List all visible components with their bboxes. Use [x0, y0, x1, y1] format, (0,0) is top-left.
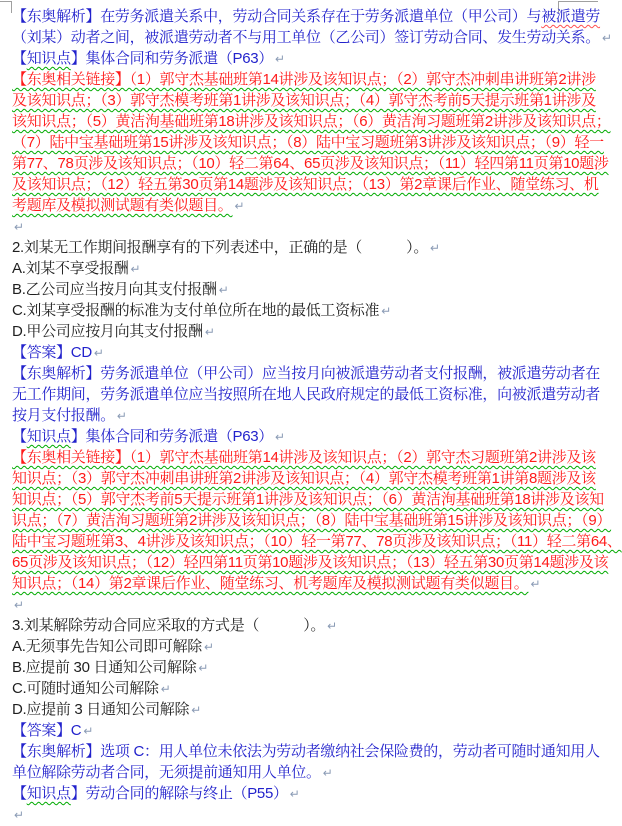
text-segment: 按月支付报酬。: [12, 407, 115, 424]
text-line: [12, 720, 609, 741]
text-segment: D.应提前 3 日通知公司解除: [12, 701, 190, 718]
text-line: [12, 426, 609, 447]
text-line: [12, 615, 609, 636]
text-line: [12, 174, 609, 195]
empty-line: [12, 216, 609, 237]
text-segment: 2.刘某无工作期间报酬享有的下列表述中，正确的是（ ）。: [12, 239, 429, 256]
text-segment: 单位解除劳动者合同，无须提前通知用人单位。: [12, 764, 321, 781]
paragraph-mark-icon: ↵: [198, 661, 209, 675]
text-line: [12, 90, 609, 111]
text-segment: 【: [12, 50, 27, 67]
text-segment: B.应提前 30 日通知公司解除: [12, 659, 197, 676]
text-line: [12, 6, 609, 27]
text-line: [12, 342, 609, 363]
text-segment: 】集体合同和劳务派遣（P63）: [70, 50, 274, 67]
text-segment: 无工作期间，劳务派遣单位应当按照所在地人民政府规定的最低工资标准，向被派遣劳动者: [12, 386, 601, 403]
paragraph-mark-icon: ↵: [14, 220, 25, 234]
text-line: [12, 510, 612, 531]
text-line: [12, 279, 609, 300]
text-segment: 知识点；（3）郭守杰冲刺串讲班第2讲涉及该知识点；（4）郭守杰模考班第1讲第8题涉及该: [12, 470, 596, 487]
text-segment: 【东奥相关链接】（1）郭守杰基础班第14讲涉及该知识点；（2）郭守杰习题班第2讲涉及该: [12, 449, 596, 466]
text-line: [12, 573, 609, 594]
text-line: [12, 741, 609, 762]
text-line: [12, 384, 609, 405]
text-segment: 知识点: [26, 785, 71, 802]
paragraph-mark-icon: ↵: [430, 241, 441, 255]
text-segment: （7）陆中宝基础班第15讲涉及该知识点；（8）陆中宝习题班第3讲涉及该知识点；（9）轻一: [12, 134, 604, 151]
paragraph-mark-icon: ↵: [381, 304, 392, 318]
text-line: [12, 531, 622, 552]
text-segment: D.甲公司应按月向其支付报酬: [12, 323, 203, 340]
paragraph-mark-icon: ↵: [14, 808, 25, 822]
paragraph-mark-icon: ↵: [130, 262, 141, 276]
text-line: [12, 132, 609, 153]
text-segment: 】劳动合同的解除与终止（P55）: [70, 785, 288, 802]
text-segment: 知识点；（5）郭守杰考前5天提示班第1讲涉及该知识点；（6）黄洁洵基础班第18讲涉及该知: [12, 491, 604, 508]
text-line: [12, 300, 609, 321]
text-line: [12, 69, 609, 90]
paragraph-mark-icon: ↵: [93, 346, 104, 360]
text-line: [12, 447, 609, 468]
text-segment: 【东奥解析】选项 C：用人单位未依法为劳动者缴纳社会保险费的，劳动者可随时通知用人: [12, 743, 600, 760]
paragraph-mark-icon: ↵: [530, 577, 541, 591]
text-line: [12, 153, 609, 174]
text-line: [12, 657, 609, 678]
text-line: [12, 111, 609, 132]
paragraph-mark-icon: ↵: [191, 703, 202, 717]
paragraph-mark-icon: ↵: [218, 283, 229, 297]
paragraph-mark-icon: ↵: [204, 325, 215, 339]
paragraph-mark-icon: ↵: [327, 619, 338, 633]
paragraph-mark-icon: ↵: [14, 598, 25, 612]
text-segment: A.刘某不享受报酬: [12, 260, 129, 277]
text-segment: （刘某）动者之间，被派遣劳动者不与用工单位（乙公司）签订劳动合同、发生劳动关系。: [12, 29, 601, 46]
text-line: [12, 195, 609, 216]
text-line: [12, 468, 609, 489]
text-line: [12, 636, 609, 657]
text-segment: A.无须事先告知公司即可解除: [12, 638, 202, 655]
paragraph-mark-icon: ↵: [83, 724, 94, 738]
text-segment: 被派遣劳: [541, 8, 601, 25]
text-line: [12, 363, 609, 384]
text-line: [12, 405, 609, 426]
text-segment: 陆中宝习题班第3、4讲涉及该知识点；（10）轻一第77、78页涉及该知识点；（11）轻二第64、: [12, 533, 622, 550]
page-margin-crop-mark-left: [0, 1, 12, 13]
paragraph-mark-icon: ↵: [160, 682, 171, 696]
text-line: [12, 27, 613, 48]
text-segment: 【东奥相关链接】（1）郭守杰基础班第14讲涉及该知识点；（2）郭守杰冲刺串讲班第2讲涉: [12, 71, 596, 88]
text-segment: 知识点: [26, 50, 71, 67]
text-segment: 考题库及模拟测试题有类似题目。: [12, 197, 233, 214]
text-line: [12, 489, 609, 510]
text-segment: 知识点: [26, 428, 71, 445]
text-segment: 65页涉及该知识点；（12）轻四第11页第10题涉及该知识点；（13）轻五第30页第14题涉及该: [12, 554, 609, 571]
text-segment: 【东奥解析】在劳务派遣关系中，劳动合同关系存在于劳务派遣单位（甲公司）与: [12, 8, 542, 25]
document-text-area: [12, 6, 622, 825]
text-line: [12, 783, 609, 804]
paragraph-mark-icon: ↵: [234, 199, 245, 213]
paragraph-mark-icon: ↵: [275, 430, 286, 444]
text-segment: 【答案】CD: [12, 344, 92, 361]
text-segment: 及该知识点；（3）郭守杰模考班第1讲涉及该知识点；（4）郭守杰考前5天提示班第1讲涉及: [12, 92, 596, 109]
text-line: [12, 762, 609, 783]
paragraph-mark-icon: ↵: [116, 409, 127, 423]
text-line: [12, 258, 609, 279]
empty-line: [12, 804, 609, 825]
text-segment: 【: [12, 428, 27, 445]
paragraph-mark-icon: ↵: [289, 787, 300, 801]
text-segment: 知识点；（14）第2章课后作业、随堂练习、机考题库及模拟测试题有类似题目。: [12, 575, 529, 592]
text-segment: B.乙公司应当按月向其支付报酬: [12, 281, 217, 298]
paragraph-mark-icon: ↵: [322, 766, 333, 780]
text-line: [12, 552, 609, 573]
text-segment: 【: [12, 785, 27, 802]
text-segment: 3.刘某解除劳动合同应采取的方式是（ ）。: [12, 617, 326, 634]
text-segment: C.刘某享受报酬的标准为支付单位所在地的最低工资标准: [12, 302, 380, 319]
empty-line: [12, 594, 609, 615]
paragraph-mark-icon: ↵: [602, 31, 613, 45]
text-segment: C.可随时通知公司解除: [12, 680, 159, 697]
text-line: [12, 48, 609, 69]
text-segment: 及该知识点；（12）轻五第30页第14题涉及该知识点；（13）第2章课后作业、随堂练习、机: [12, 176, 599, 193]
text-line: [12, 237, 609, 258]
text-line: [12, 678, 609, 699]
text-segment: 第77、78页涉及该知识点；（10）轻二第64、65页涉及该知识点；（11）轻四第11页第10题涉: [12, 155, 609, 172]
text-line: [12, 321, 609, 342]
text-segment: 】集体合同和劳务派遣（P63）: [70, 428, 274, 445]
text-segment: 识点；（7）黄洁洵习题班第2讲涉及该知识点；（8）陆中宝基础班第15讲涉及该知识点；（9）: [12, 512, 612, 529]
text-segment: 【东奥解析】劳务派遣单位（甲公司）应当按月向被派遣劳动者支付报酬，被派遣劳动者在: [12, 365, 601, 382]
text-segment: 【答案】C: [12, 722, 82, 739]
paragraph-mark-icon: ↵: [203, 640, 215, 654]
text-segment: 该知识点；（5）黄洁洵基础班第18讲涉及该知识点；（6）黄洁洵习题班第2讲涉及该知识点；: [12, 113, 611, 130]
paragraph-mark-icon: ↵: [275, 52, 286, 66]
text-line: [12, 699, 609, 720]
